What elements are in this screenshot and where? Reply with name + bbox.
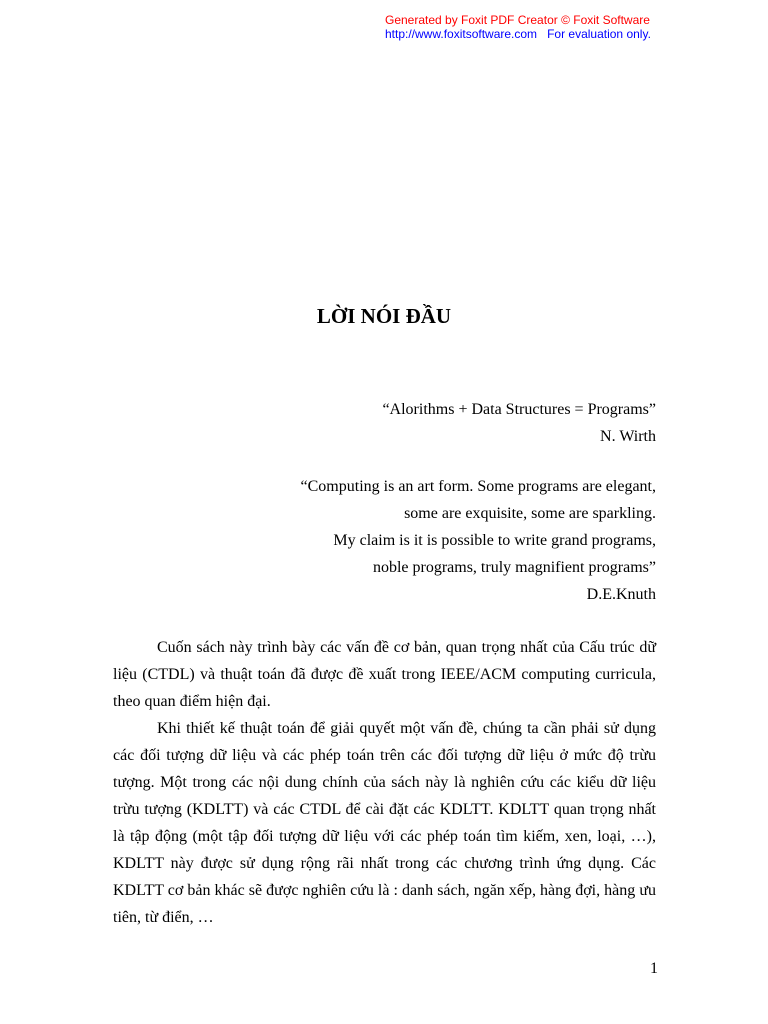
evaluation-watermark [385, 13, 675, 41]
watermark-evaluation-note: For evaluation only. [547, 27, 651, 41]
page-number: 1 [650, 960, 658, 977]
epigraph-knuth [301, 473, 656, 608]
watermark-url-link[interactable]: http://www.foxitsoftware.com [385, 27, 538, 41]
preface-body [113, 634, 656, 931]
body-paragraph: Khi thiết kế thuật toán để giải quyết một vấn đề, chúng ta cần phải sử dụng các đối tượng dữ liệu và các phép toán trên các đối tượng dữ liệu ở mức độ trừu tượng. Một trong các nội dung chính của sách này là nghiên cứu các kiểu dữ liệu trừu tượng (KDLTT) và các CTDL để cài đặt các KDLTT. KDLTT quan trọng nhất là tập động (một tập đối tượng dữ liệu với các phép toán tìm kiếm, xen, loại, …), KDLTT này được sử dụng rộng rãi nhất trong các chương trình ứng dụng. Các KDLTT cơ bản khác sẽ được nghiên cứu là : danh sách, ngăn xếp, hàng đợi, hàng ưu tiên, từ điển, … [113, 720, 656, 926]
epigraph-wirth [382, 396, 656, 450]
body-paragraph: Cuốn sách này trình bày các vấn đề cơ bản, quan trọng nhất của Cấu trúc dữ liệu (CTDL) và thuật toán đã được đề xuất trong IEEE/ACM computing curricula, theo quan điểm hiện đại. [113, 639, 656, 710]
watermark-creator-text: Generated by Foxit PDF Creator © Foxit Software [385, 13, 650, 27]
watermark-link-line [385, 27, 675, 41]
page-title: LỜI NÓI ĐẦU [316, 304, 452, 328]
quote-author: N. Wirth [600, 428, 656, 445]
quote-line: “Computing is an art form. Some programs are elegant, [300, 478, 656, 495]
quote-line: “Alorithms + Data Structures = Programs” [382, 401, 656, 418]
quote-line: some are exquisite, some are sparkling. [404, 505, 656, 522]
quote-author: D.E.Knuth [586, 586, 656, 603]
quote-line: noble programs, truly magnifient programs” [372, 559, 656, 576]
quote-line: My claim is it is possible to write grand programs, [333, 532, 656, 549]
